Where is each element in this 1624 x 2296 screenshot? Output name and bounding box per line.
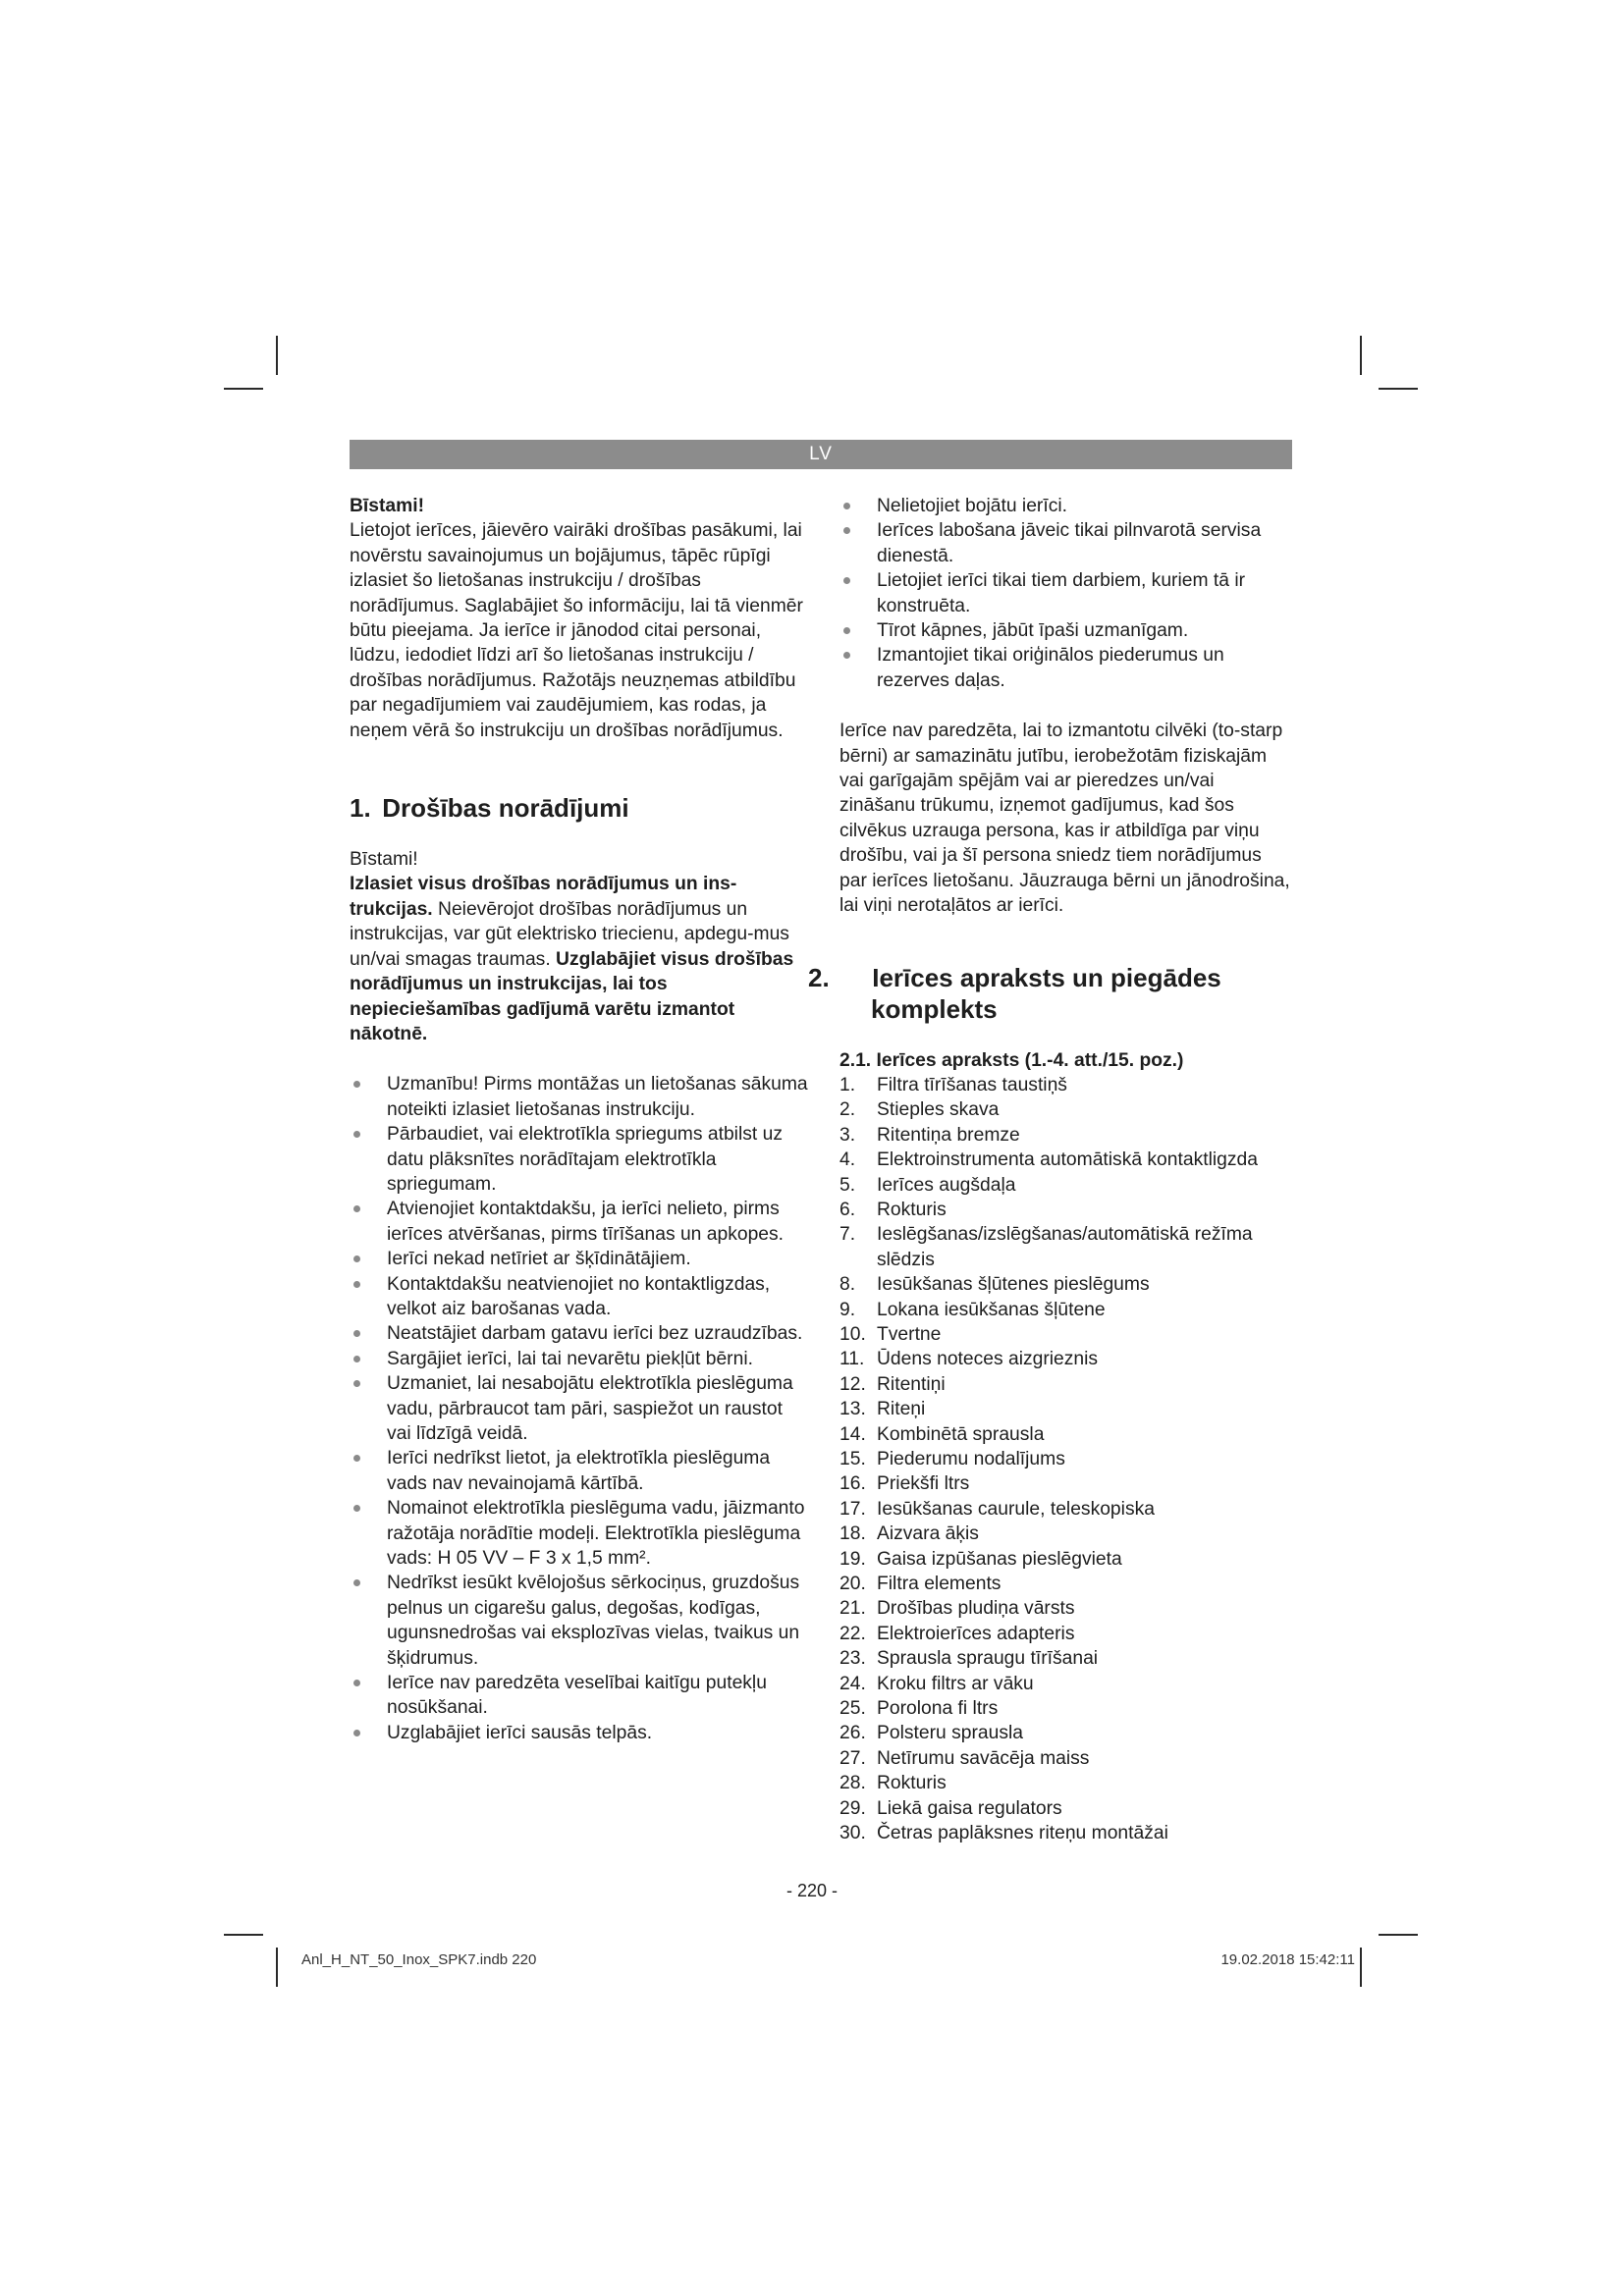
section-2-title-text: Ierīces apraksts un piegādes komplekts: [871, 962, 1221, 1024]
list-item: 30. Četras paplāksnes riteņu montāžai: [839, 1823, 1168, 1844]
list-item: 29. Liekā gaisa regulators: [839, 1797, 1062, 1819]
warning-bold-1: Izlasiet visus drošības norādījumus un ins-trukcijas.: [350, 874, 737, 920]
warning-paragraph: [350, 872, 809, 1046]
right-column: [808, 494, 1293, 1846]
safety-bullet-list-continued: [839, 494, 1293, 693]
list-item: Lietojiet ierīci tikai tiem darbiem, kuriem tā ir konstruēta.: [839, 568, 1293, 618]
section-1-title-text: Drošības norādījumi: [382, 793, 629, 824]
list-item: 25. Porolona fi ltrs: [839, 1698, 999, 1720]
list-item: 14. Kombinētā sprausla: [839, 1423, 1045, 1445]
list-item: 1. Filtra tīrīšanas taustiņš: [839, 1074, 1067, 1095]
list-item: 22. Elektroierīces adapteris: [839, 1623, 1075, 1644]
crop-mark: [1379, 388, 1418, 390]
list-item: 3. Ritentiņa bremze: [839, 1124, 1020, 1146]
section-1-title: [350, 792, 809, 824]
section-1-number: 1.: [350, 793, 371, 824]
list-item: Pārbaudiet, vai elektrotīkla spriegums atbilst uz datu plāksnītes norādītajam elektrotīkla spriegumam.: [350, 1122, 809, 1197]
crop-mark: [224, 1934, 263, 1936]
list-item: 13. Riteņi: [839, 1399, 926, 1420]
language-bar: LV: [350, 440, 1292, 469]
list-item: Uzmanību! Pirms montāžas un lietošanas sākuma noteikti izlasiet lietošanas instrukciju.: [350, 1072, 809, 1122]
list-item: 8. Iesūkšanas šļūtenes pieslēgums: [839, 1274, 1150, 1296]
page-number: - 220 -: [785, 1881, 839, 1900]
list-item: Uzglabājiet ierīci sausās telpās.: [350, 1721, 809, 1745]
footer-filename: Anl_H_NT_50_Inox_SPK7.indb 220: [301, 1951, 537, 1968]
crop-mark: [1379, 1934, 1418, 1936]
list-item: 5. Ierīces augšdaļa: [839, 1174, 1016, 1196]
list-item: Neatstājiet darbam gatavu ierīci bez uzraudzības.: [350, 1321, 809, 1346]
subsection-2-1-title: 2.1. Ierīces apraksts (1.-4. att./15. poz.): [839, 1049, 1184, 1071]
list-item: 19. Gaisa izpūšanas pieslēgvieta: [839, 1548, 1122, 1570]
list-item: 10. Tvertne: [839, 1323, 942, 1345]
list-item: 20. Filtra elements: [839, 1574, 1001, 1595]
list-item: 26. Polsteru sprausla: [839, 1723, 1023, 1744]
list-item: Uzmaniet, lai nesabojātu elektrotīkla pieslēguma vadu, pārbraucot tam pāri, saspiežot un raustot vai līdzīgā veidā.: [350, 1371, 809, 1446]
parts-list: [839, 1073, 1293, 1846]
footer-timestamp: 19.02.2018 15:42:11: [1220, 1951, 1355, 1968]
warning-text: Neievērojot drošības norādījumus un instrukcijas, var gūt elektrisko triecienu, apdegu-mus un/vai smagas traumas.: [350, 898, 789, 970]
list-item: 15. Piederumu nodalījums: [839, 1449, 1065, 1469]
list-item: 28. Rokturis: [839, 1773, 947, 1794]
list-item: Sargājiet ierīci, lai tai nevarētu piekļūt bērni.: [350, 1347, 809, 1371]
section-2-title: [808, 962, 1293, 1025]
list-item: Tīrot kāpnes, jābūt īpaši uzmanīgam.: [839, 618, 1293, 643]
list-item: Ierīci nedrīkst lietot, ja elektrotīkla pieslēguma vads nav nevainojamā kārtībā.: [350, 1446, 809, 1496]
warning-bold-2: Uzglabājiet visus drošības norādījumus un instrukcijas, lai tos nepieciešamības gadījumā varētu izmantot nākotnē.: [350, 948, 794, 1044]
safety-bullet-list: [350, 1072, 809, 1745]
list-item: 17. Iesūkšanas caurule, teleskopiska: [839, 1498, 1155, 1520]
list-item: 6. Rokturis: [839, 1199, 947, 1220]
list-item: Nedrīkst iesūkt kvēlojošus sērkociņus, gruzdošus pelnus un cigarešu galus, degošas, kodīgas, ugunsnedrošas vai eksplozīvas vielas, tvaikus un šķidrumus.: [350, 1571, 809, 1671]
list-item: 16. Priekšfi ltrs: [839, 1473, 970, 1495]
supervision-paragraph: Ierīce nav paredzēta, lai to izmantotu cilvēki (to-starp bērni) ar samazinātu jutību, ierobežotām fiziskajām vai garīgajām spējām vai ar pieredzes un/vai zināšanu trūkumu, izņemot gadījumus, kad šos cilvēkus uzrauga persona, kas ir atbildīga par viņu drošību, vai ja šī persona sniedz tiem norādījumus par ierīces lietošanu. Jāuzrauga bērni un jānodrošina, lai viņi nerotaļātos ar ierīci.: [839, 721, 1290, 917]
crop-mark: [1360, 1948, 1362, 1987]
list-item: Izmantojiet tikai oriģinālos piederumus un rezerves daļas.: [839, 643, 1293, 693]
list-item: 18. Aizvara āķis: [839, 1523, 979, 1545]
list-item: Ierīce nav paredzēta veselībai kaitīgu putekļu nosūkšanai.: [350, 1671, 809, 1721]
crop-mark: [276, 336, 278, 375]
list-item: Nomainot elektrotīkla pieslēguma vadu, jāizmanto ražotāja norādītie modeļi. Elektrotīkla pieslēguma vads: H 05 VV – F 3 x 1,5 mm².: [350, 1496, 809, 1571]
list-item: 21. Drošības pludiņa vārsts: [839, 1598, 1075, 1620]
warning-heading: Bīstami!: [350, 849, 418, 871]
list-item: 12. Ritentiņi: [839, 1373, 946, 1395]
list-item: 2. Stieples skava: [839, 1099, 1000, 1121]
list-item: Nelietojiet bojātu ierīci.: [839, 494, 1293, 518]
list-item: 4. Elektroinstrumenta automātiskā kontaktligzda: [839, 1149, 1258, 1171]
list-item: Ierīces labošana jāveic tikai pilnvarotā servisa dienestā.: [839, 518, 1293, 568]
list-item: 11. Ūdens noteces aizgrieznis: [839, 1349, 1099, 1370]
list-item: 27. Netīrumu savācēja maiss: [839, 1747, 1090, 1769]
list-item: Ierīci nekad netīriet ar šķīdinātājiem.: [350, 1247, 809, 1271]
list-item: Atvienojiet kontaktdakšu, ja ierīci nelieto, pirms ierīces atvēršanas, pirms tīrīšanas un apkopes.: [350, 1197, 809, 1247]
intro-text: Lietojot ierīces, jāievēro vairāki drošības pasākumi, lai novērstu savainojumus un bojājumus, tāpēc rūpīgi izlasiet šo lietošanas instrukciju / drošības norādījumus. Saglabājiet šo informāciju, lai tā vienmēr būtu pieejama. Ja ierīce ir jānodod citai personai, lūdzu, iedodiet līdzi arī šo lietošanas instrukciju / drošības norādījumus. Ražotājs neuzņemas atbildību par negadījumiem vai zaudējumiem, kas rodas, ja neņem vērā šo instrukciju un drošības norādījumus.: [350, 520, 803, 741]
left-column: [350, 494, 809, 1745]
list-item: 23. Sprausla spraugu tīrīšanai: [839, 1648, 1099, 1670]
intro-heading: Bīstami!: [350, 496, 425, 516]
section-2-number: 2.: [808, 962, 830, 992]
list-item: 7. Ieslēgšanas/izslēgšanas/automātiskā režīma slēdzis: [839, 1224, 1253, 1270]
crop-mark: [1360, 336, 1362, 375]
crop-mark: [276, 1948, 278, 1987]
list-item: 9. Lokana iesūkšanas šļūtene: [839, 1299, 1106, 1320]
list-item: 24. Kroku filtrs ar vāku: [839, 1673, 1034, 1694]
list-item: Kontaktdakšu neatvienojiet no kontaktligzdas, velkot aiz barošanas vada.: [350, 1272, 809, 1322]
crop-mark: [224, 388, 263, 390]
